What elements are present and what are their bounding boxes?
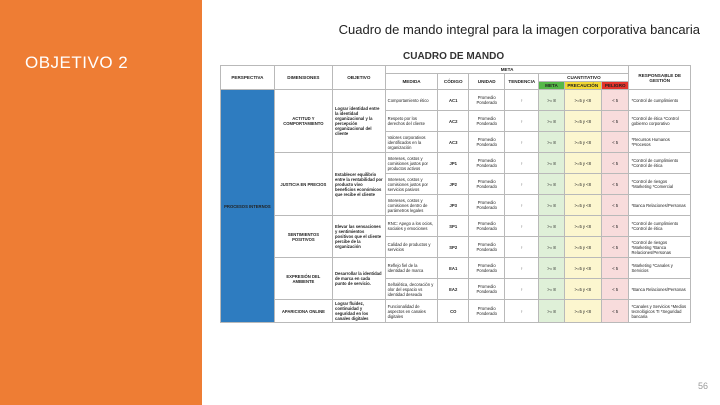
page-number: 56 [697, 381, 708, 391]
meta-cell: >= 8 [539, 195, 564, 216]
trend-arrow-icon: ↑ [505, 90, 539, 111]
unit-cell: Promedio Ponderado [469, 195, 505, 216]
caution-cell: >=5 y <8 [564, 300, 601, 323]
meta-cell: >= 8 [539, 174, 564, 195]
orange-side-panel [0, 0, 202, 405]
objective-cell: Elevar las sensaciones y sentimientos positivos que el cliente percibe de la organización [332, 216, 385, 258]
danger-cell: < 5 [601, 111, 629, 132]
responsible-cell: *Banca Relaciones/Personas [629, 195, 691, 216]
danger-cell: < 5 [601, 216, 629, 237]
unit-cell: Promedio Ponderado [469, 132, 505, 153]
objective-cell: Establecer equilibrio entre la rentabilidad por producto vivo beneficios económicos que recibe el cliente [332, 153, 385, 216]
trend-arrow-icon: ↑ [505, 174, 539, 195]
measure-cell: RNC: Apego a los ocios, sociales y emociones [385, 216, 438, 237]
responsible-cell: *Control de cumplimiento *Control de ética [629, 153, 691, 174]
caution-cell: >=5 y <8 [564, 195, 601, 216]
objective-cell: Lograr identidad entre la identidad organizacional y la percepción organizacional del cliente [332, 90, 385, 153]
responsible-cell: *Control de riesgos *Marketing *Comercial [629, 174, 691, 195]
scorecard-body [221, 90, 691, 323]
measure-cell: Señalética, decoración y olor del espacio vs identidad deseada [385, 279, 438, 300]
unit-cell: Promedio Ponderado [469, 258, 505, 279]
measure-cell: Valores corporativos identificados en la organización [385, 132, 438, 153]
meta-cell: >= 8 [539, 111, 564, 132]
meta-cell: >= 8 [539, 216, 564, 237]
header-responsible: RESPONSABLE DE GESTIÓN [629, 66, 691, 90]
meta-cell: >= 8 [539, 300, 564, 323]
header-caution: PRECAUCIÓN [564, 82, 601, 90]
caution-cell: >=5 y <8 [564, 237, 601, 258]
trend-arrow-icon: ↑ [505, 153, 539, 174]
danger-cell: < 5 [601, 300, 629, 323]
code-cell: EA1 [438, 258, 469, 279]
code-cell: SP2 [438, 237, 469, 258]
code-cell: SP1 [438, 216, 469, 237]
dimension-cell: APARICIONA ONLINE [274, 300, 332, 323]
measure-cell: Intereses, costos y comisiones dentro de parámetros legales [385, 195, 438, 216]
responsible-cell: *Recursos Humanos *Procesos [629, 132, 691, 153]
danger-cell: < 5 [601, 174, 629, 195]
responsible-cell: *Control de riesgos *Marketing *Banca Relaciones/Personas [629, 237, 691, 258]
measure-cell: Comportamiento ético [385, 90, 438, 111]
slide-title: Cuadro de mando integral para la imagen corporativa bancaria [338, 22, 700, 37]
code-cell: AC1 [438, 90, 469, 111]
responsible-cell: *Control de cumplimiento [629, 90, 691, 111]
measure-cell: Calidad de productos y servicios [385, 237, 438, 258]
responsible-cell: *Control de ética *Control gobierno corporativo [629, 111, 691, 132]
unit-cell: Promedio Ponderado [469, 300, 505, 323]
trend-arrow-icon: ↑ [505, 216, 539, 237]
meta-cell: >= 8 [539, 279, 564, 300]
header-meta: META [539, 82, 564, 90]
caution-cell: >=5 y <8 [564, 132, 601, 153]
measure-cell: Respeto por los derechos del cliente [385, 111, 438, 132]
danger-cell: < 5 [601, 258, 629, 279]
caution-cell: >=5 y <8 [564, 111, 601, 132]
meta-cell: >= 8 [539, 90, 564, 111]
meta-cell: >= 8 [539, 153, 564, 174]
unit-cell: Promedio Ponderado [469, 174, 505, 195]
danger-cell: < 5 [601, 195, 629, 216]
measure-cell: Intereses, costos y comisiones justos por productos activos [385, 153, 438, 174]
header-unit: UNIDAD [469, 74, 505, 90]
header-objective: OBJETIVO [332, 66, 385, 90]
header-code: CÓDIGO [438, 74, 469, 90]
code-cell: JP2 [438, 174, 469, 195]
responsible-cell: *Marketing *Canales y Servicios [629, 258, 691, 279]
meta-cell: >= 8 [539, 237, 564, 258]
scorecard-title: CUADRO DE MANDO [403, 51, 505, 62]
unit-cell: Promedio Ponderado [469, 216, 505, 237]
responsible-cell: *Banca Relaciones/Personas [629, 279, 691, 300]
table-row [221, 258, 691, 279]
caution-cell: >=5 y <8 [564, 174, 601, 195]
header-danger: PELIGRO [601, 82, 629, 90]
trend-arrow-icon: ↑ [505, 237, 539, 258]
header-measure: MEDIDA [385, 74, 438, 90]
danger-cell: < 5 [601, 237, 629, 258]
danger-cell: < 5 [601, 153, 629, 174]
caution-cell: >=5 y <8 [564, 279, 601, 300]
danger-cell: < 5 [601, 132, 629, 153]
unit-cell: Promedio Ponderado [469, 153, 505, 174]
trend-arrow-icon: ↑ [505, 258, 539, 279]
unit-cell: Promedio Ponderado [469, 279, 505, 300]
trend-arrow-icon: ↑ [505, 300, 539, 323]
meta-cell: >= 8 [539, 132, 564, 153]
scorecard-table [220, 65, 691, 323]
code-cell: AC3 [438, 132, 469, 153]
table-row [221, 300, 691, 323]
responsible-cell: *Canales y Servicios *Medios tecnológicos TI *Seguridad bancaria [629, 300, 691, 323]
trend-arrow-icon: ↑ [505, 279, 539, 300]
dimension-cell: JUSTICIA EN PRECIOS [274, 153, 332, 216]
danger-cell: < 5 [601, 90, 629, 111]
measure-cell: Intereses, costos y comisiones justos por servicios pasivos [385, 174, 438, 195]
danger-cell: < 5 [601, 279, 629, 300]
unit-cell: Promedio Ponderado [469, 111, 505, 132]
table-row [221, 90, 691, 111]
meta-cell: >= 8 [539, 258, 564, 279]
code-cell: JP1 [438, 153, 469, 174]
code-cell: CO [438, 300, 469, 323]
code-cell: EA2 [438, 279, 469, 300]
responsible-cell: *Control de cumplimiento *Control de ética [629, 216, 691, 237]
objective-cell: Lograr fluidez, continuidad y seguridad en los canales digitales [332, 300, 385, 323]
caution-cell: >=5 y <8 [564, 153, 601, 174]
measure-cell: Funcionalidad de aspectos en canales digitales [385, 300, 438, 323]
scorecard-image [220, 51, 691, 322]
objective-cell: Desarrollar la identidad de marca en cada punto de servicio. [332, 258, 385, 300]
caution-cell: >=5 y <8 [564, 90, 601, 111]
header-meta-group: META [385, 66, 629, 74]
objective-label: OBJETIVO 2 [25, 53, 129, 72]
trend-arrow-icon: ↑ [505, 132, 539, 153]
trend-arrow-icon: ↑ [505, 195, 539, 216]
perspective-cell: PROCESOS INTERNOS [221, 90, 275, 323]
measure-cell: Reflejo fiel de la identidad de marca [385, 258, 438, 279]
header-dimensions: DIMENSIONES [274, 66, 332, 90]
table-row [221, 153, 691, 174]
dimension-cell: SENTIMIENTOS POSITIVOS [274, 216, 332, 258]
trend-arrow-icon: ↑ [505, 111, 539, 132]
table-row [221, 216, 691, 237]
caution-cell: >=5 y <8 [564, 216, 601, 237]
code-cell: AC2 [438, 111, 469, 132]
unit-cell: Promedio Ponderado [469, 237, 505, 258]
code-cell: JP3 [438, 195, 469, 216]
dimension-cell: EXPRESIÓN DEL AMBIENTE [274, 258, 332, 300]
header-trend: TENDENCIA [505, 74, 539, 90]
caution-cell: >=5 y <8 [564, 258, 601, 279]
unit-cell: Promedio Ponderado [469, 90, 505, 111]
header-quantitative: CUANTITATIVO [539, 74, 629, 82]
header-perspective: PERSPECTIVA [221, 66, 275, 90]
dimension-cell: ACTITUD Y COMPORTAMIENTO [274, 90, 332, 153]
